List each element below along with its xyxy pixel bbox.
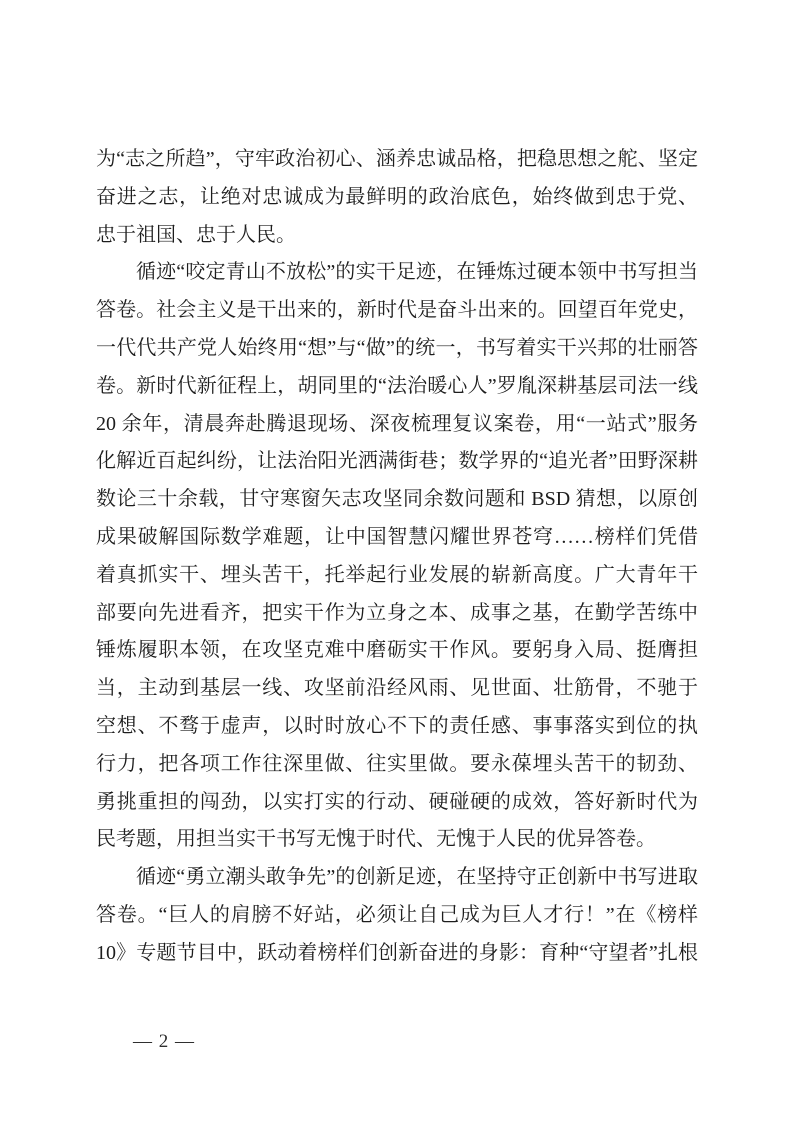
paragraph [96,859,698,972]
text-line: 空想、不骛于虚声，以时时放心不下的责任感、事事落实到位的执 [96,714,698,737]
text-line: 忠于祖国、忠于人民。 [96,223,296,246]
text-line: 着真抓实干、埋头苦干，托举起行业发展的崭新高度。广大青年干 [96,563,698,586]
text-line: 循迹“勇立潮头敢争先”的创新足迹，在坚持守正创新中书写进取 [136,866,698,889]
text-line: 民考题，用担当实干书写无愧于时代、无愧于人民的优异答卷。 [96,828,656,851]
text-line: 20 余年，清晨奔赴腾退现场、深夜梳理复议案卷，用“一站式”服务 [96,412,698,435]
text-line: 锤炼履职本领，在攻坚克难中磨砺实干作风。要躬身入局、挺膺担 [96,639,698,662]
text-line: 化解近百起纠纷，让法治阳光洒满街巷；数学界的“追光者”田野深耕 [96,450,698,473]
text-line: 成果破解国际数学难题，让中国智慧闪耀世界苍穹……榜样们凭借 [96,525,698,548]
text-line: 勇挑重担的闯劲，以实打实的行动、硬碰硬的成效，答好新时代为 [96,790,698,813]
text-line: 答卷。社会主义是干出来的，新时代是奋斗出来的。回望百年党史， [96,299,698,322]
text-line: 答卷。“巨人的肩膀不好站，必须让自己成为巨人才行！”在《榜样 [96,903,698,926]
text-line: 部要向先进看齐，把实干作为立身之本、成事之基，在勤学苦练中 [96,601,698,624]
body-text [96,141,698,973]
text-line: 为“志之所趋”，守牢政治初心、涵养忠诚品格，把稳思想之舵、坚定 [96,148,698,170]
paragraph [96,254,698,859]
text-line: 一代代共产党人始终用“想”与“做”的统一，书写着实干兴邦的壮丽答 [96,336,698,359]
text-line: 10》专题节目中，跃动着榜样们创新奋进的身影：育种“守望者”扎根 [96,941,698,964]
text-line: 循迹“咬定青山不放松”的实干足迹，在锤炼过硬本领中书写担当 [136,261,698,284]
text-line: 当，主动到基层一线、攻坚前沿经风雨、见世面、壮筋骨，不驰于 [96,677,698,700]
text-line: 数论三十余载，甘守寒窗矢志攻坚同余数问题和 BSD 猜想，以原创 [96,488,698,511]
text-line: 卷。新时代新征程上，胡同里的“法治暖心人”罗胤深耕基层司法一线 [96,374,698,397]
text-line: 奋进之志，让绝对忠诚成为最鲜明的政治底色，始终做到忠于党、 [96,185,698,208]
paragraph [96,141,698,254]
text-line: 行力，把各项工作往深里做、往实里做。要永葆埋头苦干的韧劲、 [96,752,698,775]
page-number: — 2 — [133,1031,195,1052]
